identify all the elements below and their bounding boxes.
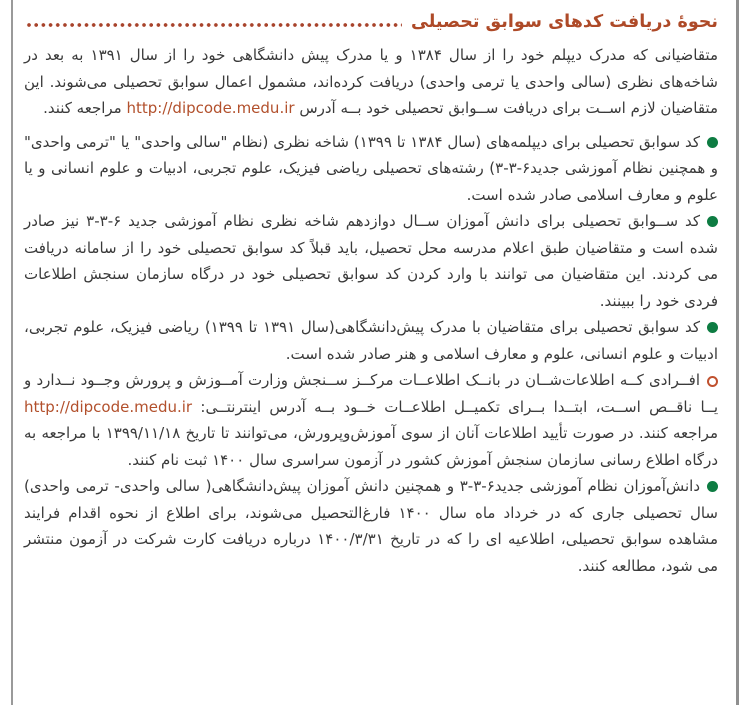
bullet-item-grade12-codes — [24, 208, 718, 314]
bullet-text: کد سوابق تحصیلی برای متقاضیان با مدرک پیش‌دانشگاهی(سال ۱۳۹۱ تا ۱۳۹۹) ریاضی فیزیک، علوم تجربی، ادبیات و علوم انسانی، علوم و معارف اسلامی و هنر صادر شده است. — [24, 318, 718, 363]
dotted-leader — [26, 22, 402, 28]
intro-paragraph — [24, 42, 718, 122]
bullet-text: کد ســوابق تحصیلی برای دانش آموزان ســال دوازدهم شاخه نظری نظام آموزشی جدید ۶-۳-۳ نیز صادر شده است و متقاضیان طبق اعلام مدرسه محل تحصیل، باید قبلاً کد سوابق تحصیلی خود را از سامانه دریافت می کردند. این متقاضیان می توانند با وارد کردن کد سوابق تحصیلی خود در درگاه سازمان سنجش اطلاعات فردی خود را ببینند. — [24, 212, 718, 310]
bullet-item-diploma-codes — [24, 129, 718, 209]
intro-text-after: مراجعه کنند. — [43, 99, 127, 117]
bullet-text: دانش‌آموزان نظام آموزشی جدید۶-۳-۳ و همچنین دانش آموزان پیش‌دانشگاهی( سالی واحدی- ترمی واحدی) سال تحصیلی جاری که در خرداد ماه سال ۱۴۰۰ فارغ‌التحصیل می‌شوند، برای اطلاع از نحوه اقدام فرایند مشاهده سوابق تحصیلی، اطلاعیه ای را که در تاریخ ۱۴۰۰/۳/۳۱ درباره دریافت کارت شرکت در آزمون منتشر می شود، مطالعه کنند. — [24, 477, 718, 575]
page-border-left — [11, 0, 13, 705]
bullet-filled-icon — [707, 481, 718, 492]
bullet-filled-icon — [707, 137, 718, 148]
document-content — [24, 10, 718, 579]
section-title: نحوهٔ دریافت کدهای سوابق تحصیلی — [410, 12, 718, 32]
bullet-list — [24, 129, 718, 580]
bullet-text: کد سوابق تحصیلی برای دیپلمه‌های (سال ۱۳۸۴ تا ۱۳۹۹) شاخه نظری (نظام "سالی واحدی" یا "ترمی واحدی" و همچنین نظام آموزشی جدید۶-۳-۳) رشته‌های تحصیلی ریاضی فیزیک، علوم تجربی، ادبیات و علوم انسانی و یا علوم و معارف اسلامی صادر شده است. — [24, 132, 718, 204]
bullet-item-current-students — [24, 473, 718, 579]
bullet-item-missing-records — [24, 367, 718, 473]
bullet-filled-icon — [707, 322, 718, 333]
bullet-filled-icon — [707, 216, 718, 227]
dipcode-url-link[interactable]: http://dipcode.medu.ir — [126, 99, 295, 117]
bullet-hollow-icon — [707, 376, 718, 387]
page-border-right — [736, 0, 739, 705]
bullet-text-before: افــرادی کــه اطلاعات‌شــان در بانــک اطلاعــات مرکــز ســنجش وزارت آمــوزش و پرورش وجــود نــدارد و یــا ناقــص اســت، ابتــدا بــرای تکمیــل اطلاعــات خــود بــه آدرس اینترنتــی: — [24, 371, 718, 416]
section-header — [24, 10, 718, 34]
bullet-text-after: مراجعه کنند. در صورت تأیید اطلاعات آنان از سوی آموزش‌وپرورش، می‌توانند تا تاریخ ۱۳۹۹/۱۱/۱۸ با مراجعه به درگاه اطلاع رسانی سازمان سنجش آموزش کشور در آزمون سراسری سال ۱۴۰۰ ثبت نام کنند. — [24, 424, 718, 469]
intro-text-before: متقاضیانی که مدرک دیپلم خود را از سال ۱۳۸۴ و یا مدرک پیش دانشگاهی خود را از سال ۱۳۹۱ به بعد در شاخه‌های نظری (سالی واحدی یا ترمی واحدی) دریافت کرده‌اند، مشمول اعمال سوابق تحصیلی می‌شوند. این متقاضیان لازم اســت برای دریافت ســوابق تحصیلی خود بــه آدرس — [24, 46, 718, 117]
dipcode-url-link[interactable]: http://dipcode.medu.ir — [24, 397, 193, 416]
bullet-item-preuniversity-codes — [24, 314, 718, 367]
